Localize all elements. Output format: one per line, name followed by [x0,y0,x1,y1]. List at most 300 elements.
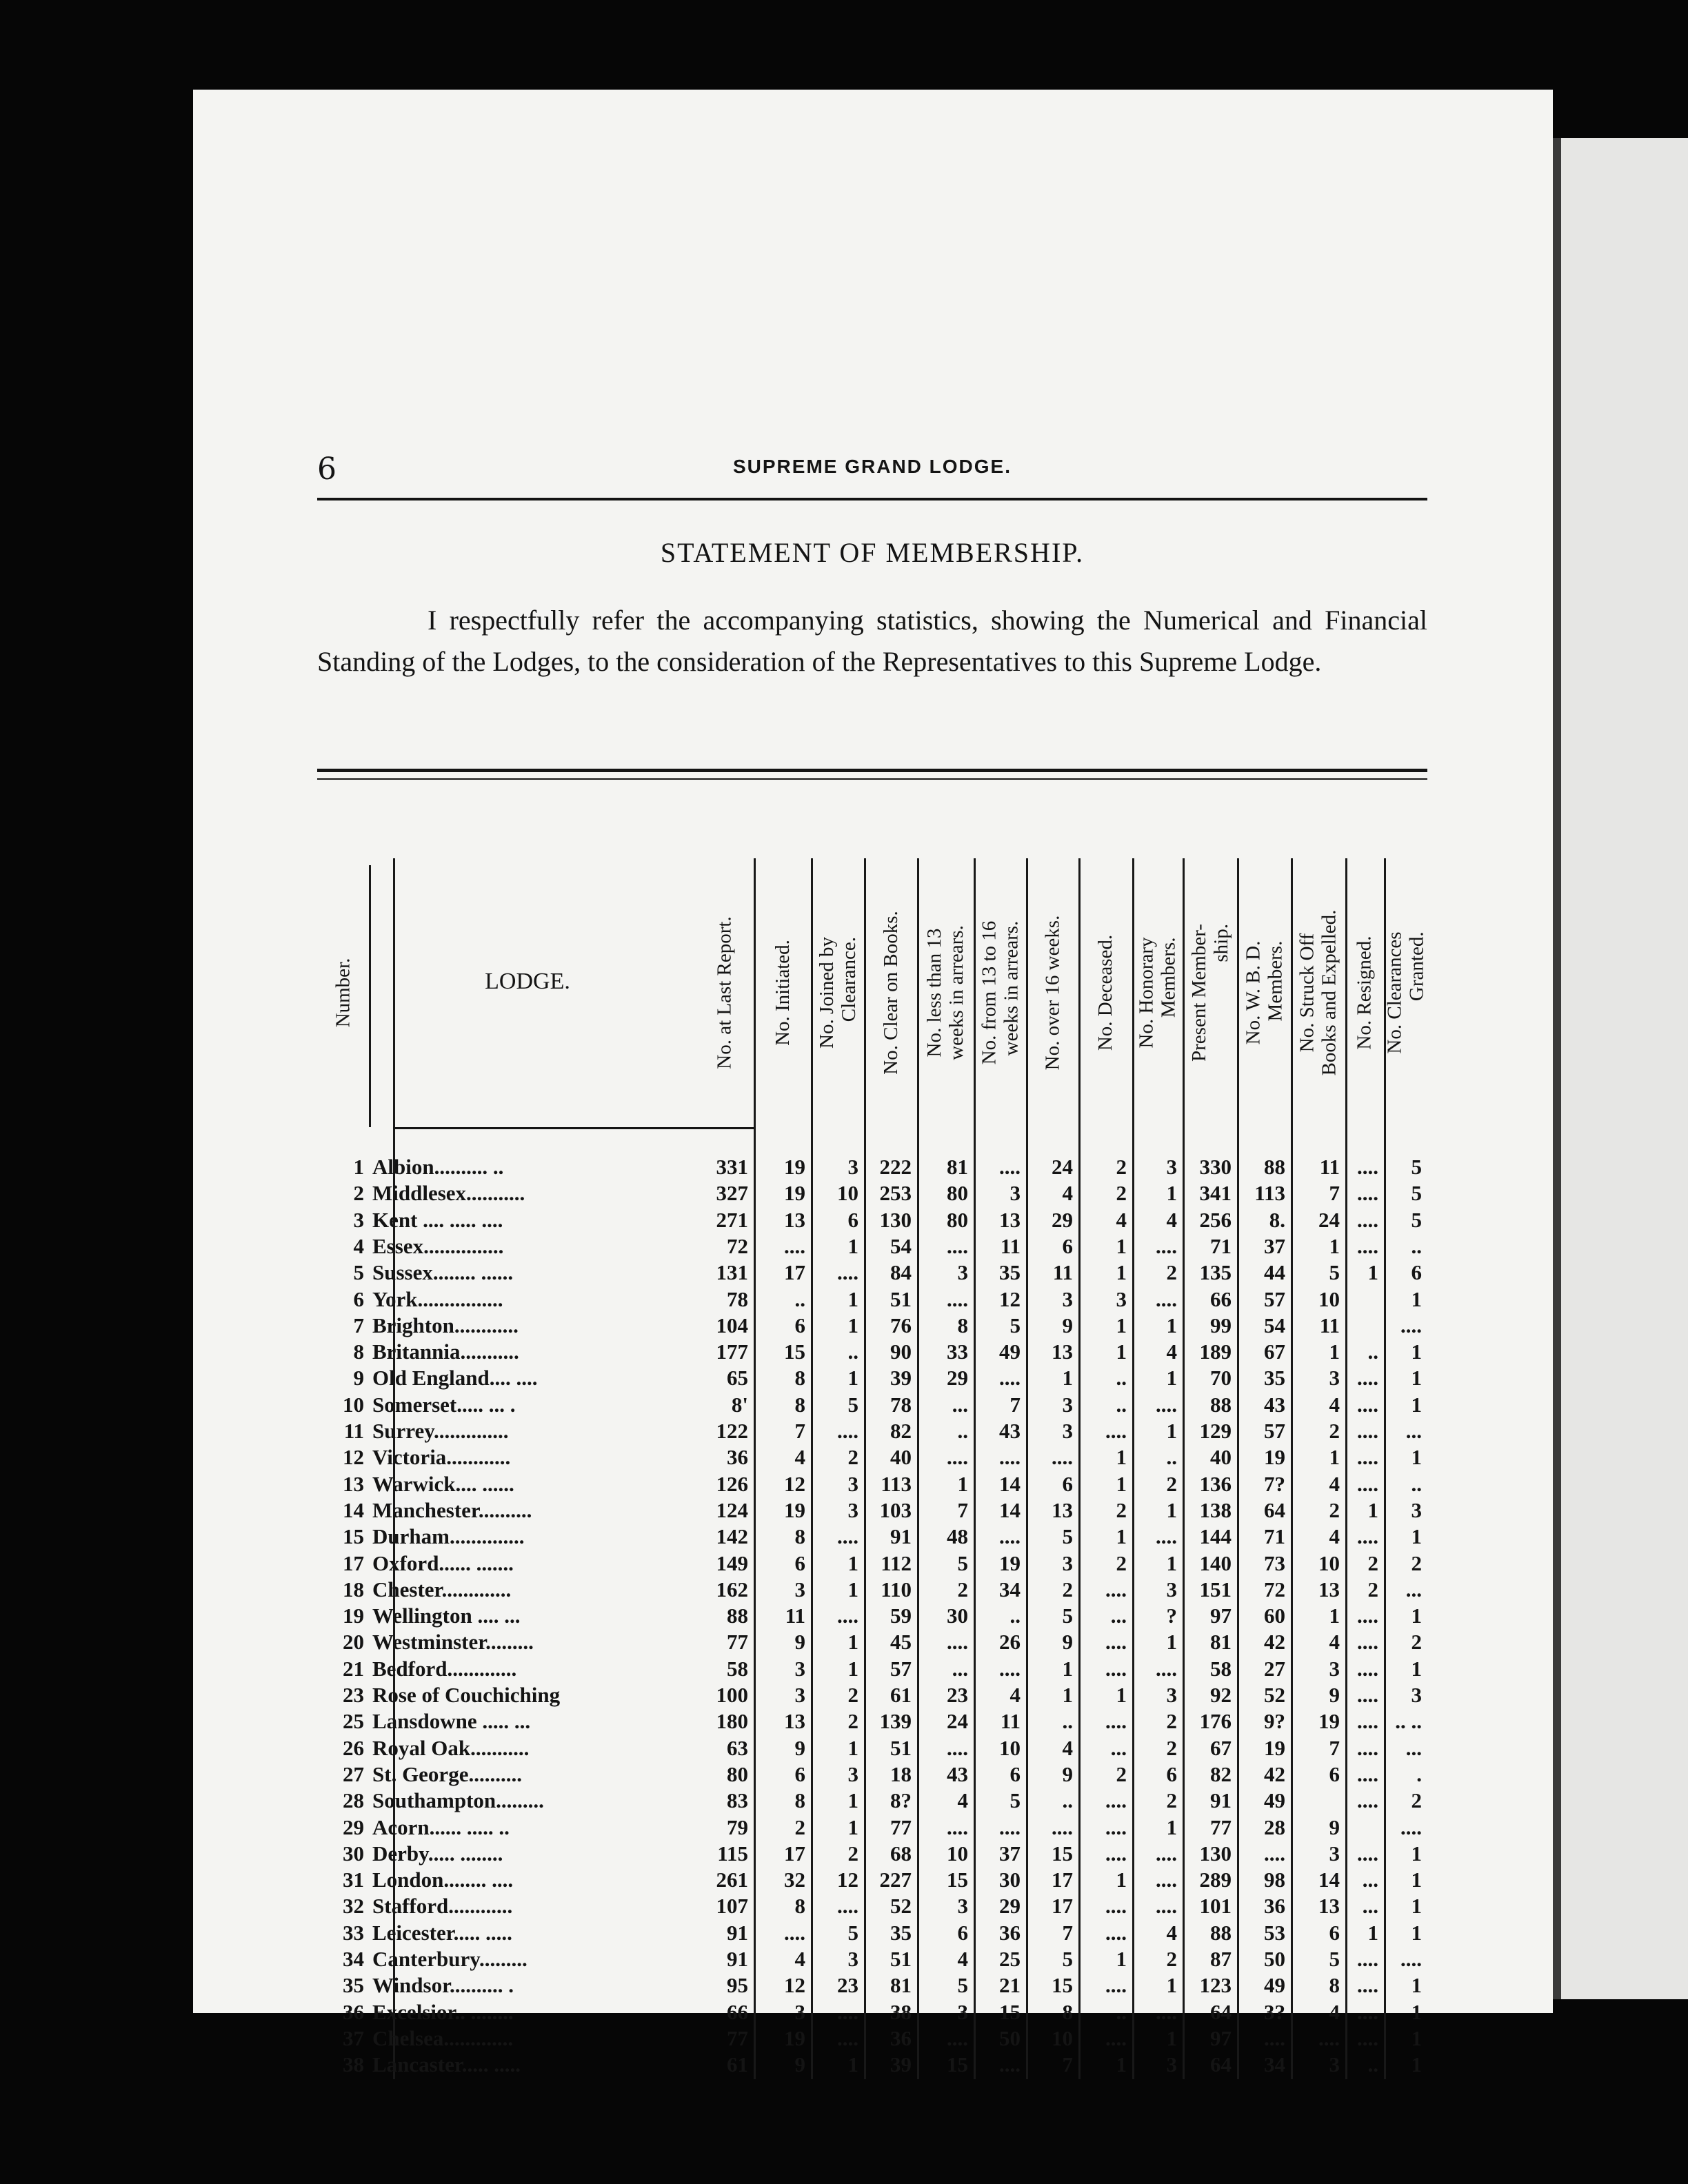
lodge-name: Brighton............ [372,1313,519,1337]
table-cell: .. [1062,1788,1073,1813]
table-cell: 29 [1052,1207,1073,1232]
table-row [317,1393,1427,1419]
table-cell: 35 [1264,1366,1285,1391]
table-row [317,2000,1427,2026]
column-header-label [714,916,736,1069]
table-cell: 4 [1329,1392,1340,1417]
table-cell: 9 [1329,1814,1340,1839]
row-number: 19 [343,1604,364,1628]
table-cell: ... [952,1392,968,1417]
table-cell: 8 [794,1788,805,1813]
table-cell: 5 [1062,1947,1073,1971]
table-cell: .... [1318,2025,1340,2050]
table-cell: 23 [837,1973,858,1998]
table-cell: 82 [1210,1761,1232,1786]
table-cell: .... [999,1366,1021,1391]
page-header [317,452,1427,489]
table-cell: .... [1105,1656,1127,1681]
table-cell: 1 [847,1233,858,1258]
table-cell: 88 [1210,1392,1232,1417]
table-cell: 78 [890,1392,912,1417]
table-cell: 40 [1210,1445,1232,1470]
table-cell: 72 [1264,1577,1285,1601]
header-rule [317,498,1427,501]
lodge-name: Kent .... ..... .... [372,1207,503,1232]
table-cell: .... [1357,1471,1378,1496]
table-cell: 2 [1411,1630,1422,1655]
row-number: 28 [343,1788,364,1813]
table-cell: .... [784,1920,805,1945]
table-cell: 24 [1052,1155,1073,1179]
table-cell: .... [1105,1841,1127,1866]
table-cell: 10 [1318,1286,1340,1311]
table-cell: 2 [1329,1497,1340,1522]
table-row [317,1921,1427,1947]
column-header [974,865,1026,1120]
table-cell: 1 [1116,1683,1127,1707]
column-header-line: No. Clearances [1383,931,1406,1054]
table-cell: .. [1009,1604,1021,1628]
table-cell: 3 [957,1260,968,1285]
column-header [1384,865,1427,1120]
table-cell: .... [1400,1814,1422,1839]
table-cell: 79 [727,1814,748,1839]
table-cell: 6 [847,1207,858,1232]
column-header-line: No. less than 13 [923,928,945,1058]
table-cell: 66 [1210,1286,1232,1311]
table-cell: 11 [1319,1313,1340,1337]
column-header-label [816,937,860,1049]
table-cell: 2 [1166,1735,1177,1760]
table-cell: .... [1357,1604,1378,1628]
table-cell: .... [1156,1233,1177,1258]
table-cell: 2 [794,1814,805,1839]
table-cell: 90 [890,1339,912,1364]
table-cell: 6 [1329,1920,1340,1945]
column-header [1078,865,1132,1120]
table-cell: 4 [794,1445,805,1470]
table-cell: 6 [1009,1761,1021,1786]
table-cell: 97 [1210,1604,1232,1628]
lodge-name: Victoria............ [372,1445,511,1470]
table-cell: .. [1367,2052,1378,2077]
table-row [317,1524,1427,1550]
table-cell: 10 [837,1181,858,1206]
table-cell: 6 [1166,1761,1177,1786]
lodge-name: Royal Oak........... [372,1735,530,1760]
table-cell: 13 [1052,1497,1073,1522]
table-cell: 3 [1116,1286,1127,1311]
table-cell: 3 [1166,1155,1177,1179]
table-cell: .... [1357,1207,1378,1232]
table-row [317,1604,1427,1630]
row-number: 32 [343,1894,364,1919]
table-cell: 2 [847,1841,858,1866]
table-cell: 341 [1199,1181,1232,1206]
table-cell: .... [947,2025,968,2050]
table-cell: 80 [947,1181,968,1206]
table-cell: 1 [1329,1233,1340,1258]
table-cell: 92 [1210,1683,1232,1707]
table-cell: 88 [727,1604,748,1628]
table-cell: 5 [1411,1207,1422,1232]
column-header-label [1296,910,1340,1076]
row-number: 23 [343,1683,364,1707]
column-header-line: No. Honorary [1135,937,1158,1049]
lodge-name: Excelsior.. ........ [372,1999,514,2024]
table-cell: .... [1264,2025,1285,2050]
column-header-label [1242,941,1286,1045]
row-number: 21 [343,1656,364,1681]
column-header-label [1354,936,1376,1049]
table-cell: 7 [1329,1735,1340,1760]
column-header-line: No. over 16 weeks. [1041,915,1064,1071]
table-cell: .. .. [1395,1709,1422,1734]
table-cell: 1 [1166,1497,1177,1522]
table-cell: 8' [731,1392,748,1417]
table-cell: 10 [1318,1550,1340,1575]
table-cell: 37 [1264,1233,1285,1258]
lodge-name: Lansdowne ..... ... [372,1709,531,1734]
table-cell: 51 [890,1286,912,1311]
column-header-line: No. Clear on Books. [879,911,902,1075]
table-cell: 18 [890,1761,912,1786]
table-cell: 1 [1166,1313,1177,1337]
table-cell: 98 [1264,1868,1285,1892]
table-cell: 3 [1329,1366,1340,1391]
table-cell: 54 [1264,1313,1285,1337]
table-cell: 15 [947,2052,968,2077]
table-cell: 8 [1329,1973,1340,1998]
table-cell: 8 [794,1894,805,1919]
table-row [317,1868,1427,1894]
table-cell: 68 [890,1841,912,1866]
table-cell: 1 [1329,1604,1340,1628]
table-cell: .... [1264,1841,1285,1866]
table-cell: 330 [1199,1155,1232,1179]
column-header [1183,865,1237,1120]
table-cell: 1 [847,1788,858,1813]
table-cell: 2 [1166,1947,1177,1971]
table-cell: .. [847,1339,858,1364]
table-cell: 123 [1199,1973,1232,1998]
table-cell: 64 [1264,1497,1285,1522]
table-cell: 97 [1210,2025,1232,2050]
table-cell: 4 [1166,1920,1177,1945]
table-cell: 77 [727,2025,748,2050]
lodge-name: Chelsea............. [372,2025,514,2050]
table-cell: 1 [847,1735,858,1760]
table-row [317,1973,1427,1999]
table-cell: .... [1357,1392,1378,1417]
table-cell: 2 [1116,1761,1127,1786]
table-cell: ? [1166,1604,1177,1628]
table-cell: 3 [1411,1497,1422,1522]
table-cell: 58 [1210,1656,1232,1681]
table-cell: 3 [1062,1286,1073,1311]
table-cell: 15 [1052,1973,1073,1998]
table-cell: 7? [1264,1471,1285,1496]
table-cell: 34 [999,1577,1021,1601]
table-cell: 142 [716,1524,748,1549]
table-cell: .... [947,1445,968,1470]
table-cell: 49 [1264,1788,1285,1813]
table-cell: 2 [847,1683,858,1707]
table-cell: 10 [999,1735,1021,1760]
table-cell: 19 [784,1497,805,1522]
table-cell: 1 [1116,1524,1127,1549]
table-cell: 4 [794,1947,805,1971]
table-top-rule [317,769,1427,772]
table-cell: .. [1367,1339,1378,1364]
table-cell: .... [1156,1868,1177,1892]
table-cell: 91 [727,1920,748,1945]
table-cell: .... [1105,1419,1127,1443]
table-cell: .... [1357,1366,1378,1391]
column-header-label [1041,916,1063,1071]
column-header [864,865,917,1120]
table-cell: 11 [1319,1155,1340,1179]
table-cell: 162 [716,1577,748,1601]
row-number: 34 [343,1947,364,1971]
table-cell: .... [1105,1630,1127,1655]
table-cell: 1 [1116,1445,1127,1470]
table-cell: 1 [1116,1471,1127,1496]
table-cell: .... [1357,1973,1378,1998]
table-cell: 9 [794,2052,805,2077]
table-cell: 5 [1062,1524,1073,1549]
table-cell: 36 [999,1920,1021,1945]
table-cell: 1 [1329,1445,1340,1470]
row-number: 3 [353,1207,364,1232]
table-cell: .... [837,1604,858,1628]
table-cell: 135 [1199,1260,1232,1285]
table-cell: 138 [1199,1497,1232,1522]
table-cell: .... [837,1260,858,1285]
table-cell: ... [1110,1735,1127,1760]
table-cell: 3 [794,1656,805,1681]
table-cell: 1 [847,1630,858,1655]
row-number: 6 [353,1286,364,1311]
table-cell: 327 [716,1181,748,1206]
row-number: 33 [343,1920,364,1945]
column-header-line: Members. [1157,937,1180,1018]
table-cell: .. [1166,1445,1177,1470]
lodge-name: Chester............. [372,1577,512,1601]
table-cell: 8 [1062,1999,1073,2024]
row-number: 12 [343,1445,364,1470]
table-cell: 4 [1009,1683,1021,1707]
table-cell: 70 [1210,1366,1232,1391]
row-number: 26 [343,1735,364,1760]
table-cell: 52 [1264,1683,1285,1707]
table-cell: 8 [794,1524,805,1549]
table-cell: . [1416,1761,1422,1786]
row-number: 17 [343,1550,364,1575]
table-cell: 1 [1411,1286,1422,1311]
table-cell: 39 [890,2052,912,2077]
table-cell: .... [1357,1709,1378,1734]
table-cell: 25 [999,1947,1021,1971]
lodge-name: Somerset..... ... . [372,1392,516,1417]
table-cell: 29 [999,1894,1021,1919]
table-cell: 80 [947,1207,968,1232]
table-cell: .... [1357,1788,1378,1813]
table-cell: 43 [999,1419,1021,1443]
table-row [317,1709,1427,1735]
table-row [317,1419,1427,1445]
table-cell: 13 [1052,1339,1073,1364]
table-cell: 3 [794,1683,805,1707]
table-cell: 43 [1264,1392,1285,1417]
lodge-name: Essex............... [372,1233,504,1258]
table-cell: 2 [1166,1260,1177,1285]
lodge-name: Leicester..... ..... [372,1920,512,1945]
column-header-line: Clearance. [837,937,860,1022]
table-cell: 9 [1062,1761,1073,1786]
table-cell: 9 [1062,1313,1073,1337]
table-cell: 57 [1264,1286,1285,1311]
table-cell: 222 [879,1155,912,1179]
table-cell: 2 [1062,1577,1073,1601]
table-cell: 8? [890,1788,912,1813]
membership-table [317,769,1427,2079]
table-cell: .... [1105,1577,1127,1601]
table-cell: 3 [1062,1419,1073,1443]
table-cell: 227 [879,1868,912,1892]
table-cell: 91 [727,1947,748,1971]
column-header [1291,865,1345,1120]
table-cell: .... [947,1286,968,1311]
table-cell: 37 [999,1841,1021,1866]
table-cell: 177 [716,1339,748,1364]
table-cell: 5 [1062,1604,1073,1628]
table-cell: 1 [1166,1973,1177,1998]
table-cell: 139 [879,1709,912,1734]
table-cell: 36 [727,1445,748,1470]
table-cell: 113 [1254,1181,1285,1206]
table-cell: .... [784,1233,805,1258]
table-cell: 1 [1411,1999,1422,2024]
table-cell: 13 [999,1207,1021,1232]
table-cell: 42 [1264,1761,1285,1786]
table-cell: 1 [1062,1366,1073,1391]
row-number: 29 [343,1814,364,1839]
table-cell: 77 [727,1630,748,1655]
table-cell: 1 [1062,1683,1073,1707]
table-cell: 14 [999,1471,1021,1496]
lodge-name: Bedford............. [372,1656,517,1681]
row-number: 30 [343,1841,364,1866]
table-cell: 5 [847,1392,858,1417]
table-cell: 21 [999,1973,1021,1998]
table-cell: 3 [1166,1577,1177,1601]
table-cell: 253 [879,1181,912,1206]
table-cell: .... [1105,1973,1127,1998]
table-cell: 4 [1116,1207,1127,1232]
lodge-name: Britannia........... [372,1339,519,1364]
table-cell: 6 [794,1550,805,1575]
table-cell: 256 [1199,1207,1232,1232]
table-cell: 1 [1116,1313,1127,1337]
table-cell: 331 [716,1155,748,1179]
table-cell: 9 [794,1735,805,1760]
table-cell: 26 [999,1630,1021,1655]
table-cell: 10 [1052,2025,1073,2050]
table-cell: 38 [890,1999,912,2024]
table-cell: 17 [784,1841,805,1866]
lodge-name: Durham.............. [372,1524,525,1549]
table-cell: 64 [1210,2052,1232,2077]
table-cell: 5 [1009,1313,1021,1337]
table-row [317,1313,1427,1339]
table-cell: 50 [999,2025,1021,2050]
table-cell: 6 [1062,1233,1073,1258]
table-cell: 15 [784,1339,805,1364]
lodge-name: Windsor.......... . [372,1973,514,1998]
row-number: 7 [353,1313,364,1337]
table-cell: 2 [1116,1155,1127,1179]
table-row [317,1234,1427,1260]
table-cell: 27 [1264,1656,1285,1681]
row-number: 4 [353,1233,364,1258]
row-number: 35 [343,1973,364,1998]
table-cell: 15 [947,1868,968,1892]
table-row [317,2026,1427,2052]
table-cell: .. [957,1419,968,1443]
column-header [1237,865,1291,1120]
table-cell: 110 [881,1577,912,1601]
lodge-name: Wellington .... ... [372,1604,521,1628]
table-cell: ... [1110,1604,1127,1628]
table-cell: 44 [1264,1260,1285,1285]
row-number: 2 [353,1181,364,1206]
table-cell: 261 [716,1868,748,1892]
table-cell: 1 [1411,1973,1422,1998]
table-cell: .... [837,1894,858,1919]
table-cell: .... [1156,1894,1177,1919]
table-cell: 4 [1329,1630,1340,1655]
table-cell: 8 [794,1366,805,1391]
row-number: 25 [343,1709,364,1734]
table-cell: 10 [947,1841,968,1866]
table-cell: 36 [1264,1894,1285,1919]
row-number: 31 [343,1868,364,1892]
table-cell: 1 [1367,1497,1378,1522]
table-cell: 7 [957,1497,968,1522]
table-cell: ... [1362,1868,1378,1892]
column-header-label [1094,935,1116,1051]
column-header-label [1136,937,1180,1048]
table-cell: 99 [1210,1313,1232,1337]
table-cell: 3 [847,1155,858,1179]
table-cell: 1 [1166,2025,1177,2050]
table-cell: 9? [1264,1709,1285,1734]
lodge-name: Canterbury......... [372,1947,528,1971]
table-cell: 81 [1210,1630,1232,1655]
table-cell: 1 [1411,1656,1422,1681]
lodge-name: Middlesex........... [372,1181,525,1206]
number-header-label: Number. [332,958,354,1028]
table-cell: 66 [727,1999,748,2024]
table-cell: .... [947,1233,968,1258]
table-cell: 1 [1329,1339,1340,1364]
table-cell: .... [1105,1788,1127,1813]
table-cell: 19 [1264,1735,1285,1760]
table-cell: 65 [727,1366,748,1391]
table-row [317,1683,1427,1709]
table-cell: 176 [1199,1709,1232,1734]
